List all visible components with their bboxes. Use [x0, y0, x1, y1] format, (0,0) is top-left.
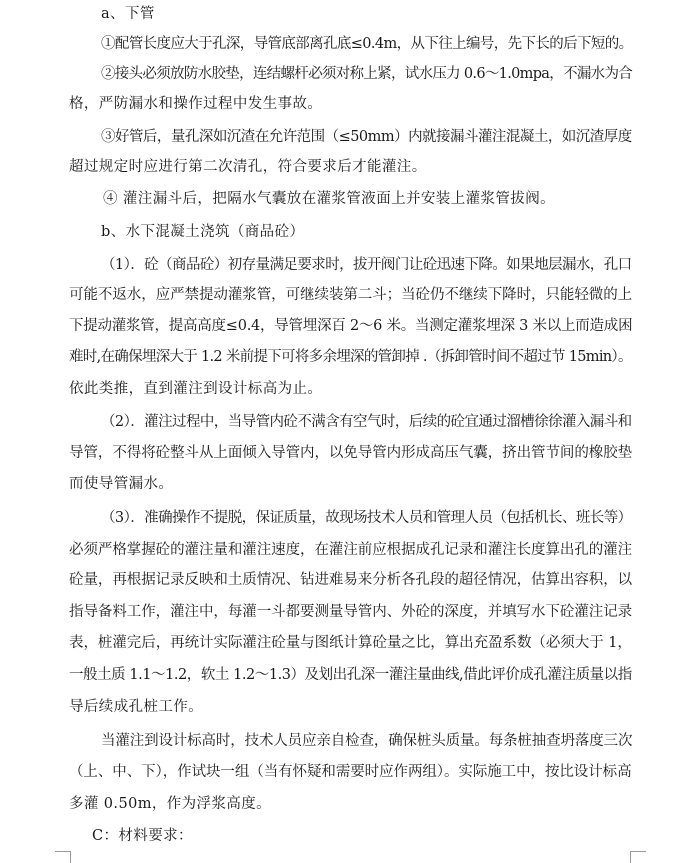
page-corner-mark-left-h: [55, 851, 71, 852]
para-b3-line-1: （3）．准确操作不提脱，保证质量，故现场技术人员和管理人员（包括机长、班长等）: [101, 510, 632, 526]
para-b4-line-1: 当灌注到设计标高时，技术人员应亲自检查，确保桩头质量。每条桩抽查坍落度三次: [101, 733, 633, 749]
para-b1-line-5: 依此类推，直到灌注到设计标高为止。: [69, 381, 323, 397]
para-b3-line-7: 导后续成孔桩工作。: [69, 699, 204, 715]
para-b2-line-1: （2）．灌注过程中，当导管内砼不满含有空气时，后续的砼宜通过溜槽徐徐灌入漏斗和: [101, 414, 632, 430]
page-corner-mark-left-v: [70, 851, 71, 863]
heading-a-line-1: a、下管: [101, 6, 155, 22]
para-a2-line-1: ②接头必须放防水胶垫，连结螺杆必须对称上紧，试水压力 0.6～1.0mpa，不漏水为合: [101, 66, 633, 82]
para-b3-line-5: 表，桩灌完后，再统计实际灌注砼量与图纸计算砼量之比，算出充盈系数（必须大于 1，: [69, 635, 632, 651]
para-a4-line-1: ④ 灌注漏斗后，把隔水气囊放在灌浆管液面上并安装上灌浆管拔阀。: [103, 191, 556, 207]
para-b3-line-6: 一般土质 1.1～1.2，软土 1.2～1.3）及划出孔深一灌注量曲线,借此评价成孔灌注质量以指: [69, 667, 632, 683]
para-b4-line-2: （上、中、下），作试块一组（当有怀疑和需要时应作两组）。实际施工中，按比设计标高: [69, 764, 632, 780]
para-b2-line-2: 导管，不得将砼整斗从上面倾入导管内，以免导管内形成高压气囊，挤出管节间的橡胶垫: [69, 445, 633, 461]
para-a3-line-2: 超过规定时应进行第二次清孔，符合要求后才能灌注。: [69, 159, 427, 175]
para-b4-line-3: 多灌 0.50m，作为浮浆高度。: [69, 796, 272, 812]
para-a2-line-2: 格，严防漏水和操作过程中发生事故。: [69, 96, 323, 112]
para-a1-line-1: ①配管长度应大于孔深，导管底部离孔底≤0.4m，从下往上编号，先下长的后下短的。: [101, 36, 633, 52]
para-b1-line-2: 可能不返水，应严禁提动灌浆管，可继续装第二斗；当砼仍不继续下降时，只能轻微的上: [69, 287, 633, 303]
page-corner-mark-right-h: [630, 851, 646, 852]
para-a3-line-1: ③好管后，量孔深如沉渣在允许范围（≤50mm）内就接漏斗灌注混凝土，如沉渣厚度: [101, 129, 632, 145]
para-b2-line-3: 而使导管漏水。: [69, 476, 174, 492]
heading-b-line-1: b、水下混凝土浇筑（商品砼）: [101, 224, 305, 240]
para-b3-line-4: 指导备料工作，灌注中，每灌一斗都要测量导管内、外砼的深度，并填写水下砼灌注记录: [69, 604, 633, 620]
para-b3-line-2: 必须严格掌握砼的灌注量和灌注速度，在灌注前应根据成孔记录和灌注长度算出孔的灌注: [69, 542, 633, 558]
para-b1-line-4: 难时,在确保埋深大于 1.2 米前提下可将多余埋深的管卸掉 .（拆卸管时间不超过节 15min）。: [69, 349, 632, 365]
para-b1-line-1: （1）．砼（商品砼）初存量满足要求时，拔开阀门让砼迅速下降。如果地层漏水，孔口: [101, 257, 632, 273]
page-corner-mark-right-v: [630, 851, 631, 863]
heading-c-line-1: C：材料要求：: [92, 828, 193, 844]
para-b3-line-3: 砼量，再根据记录反映和土质情况、钻进难易来分析各孔段的超径情况，估算出容积，以: [69, 572, 633, 588]
para-b1-line-3: 下提动灌浆管，提高高度≤0.4，导管埋深百 2～6 米。当测定灌浆埋深 3 米以上而造成困: [69, 318, 633, 334]
